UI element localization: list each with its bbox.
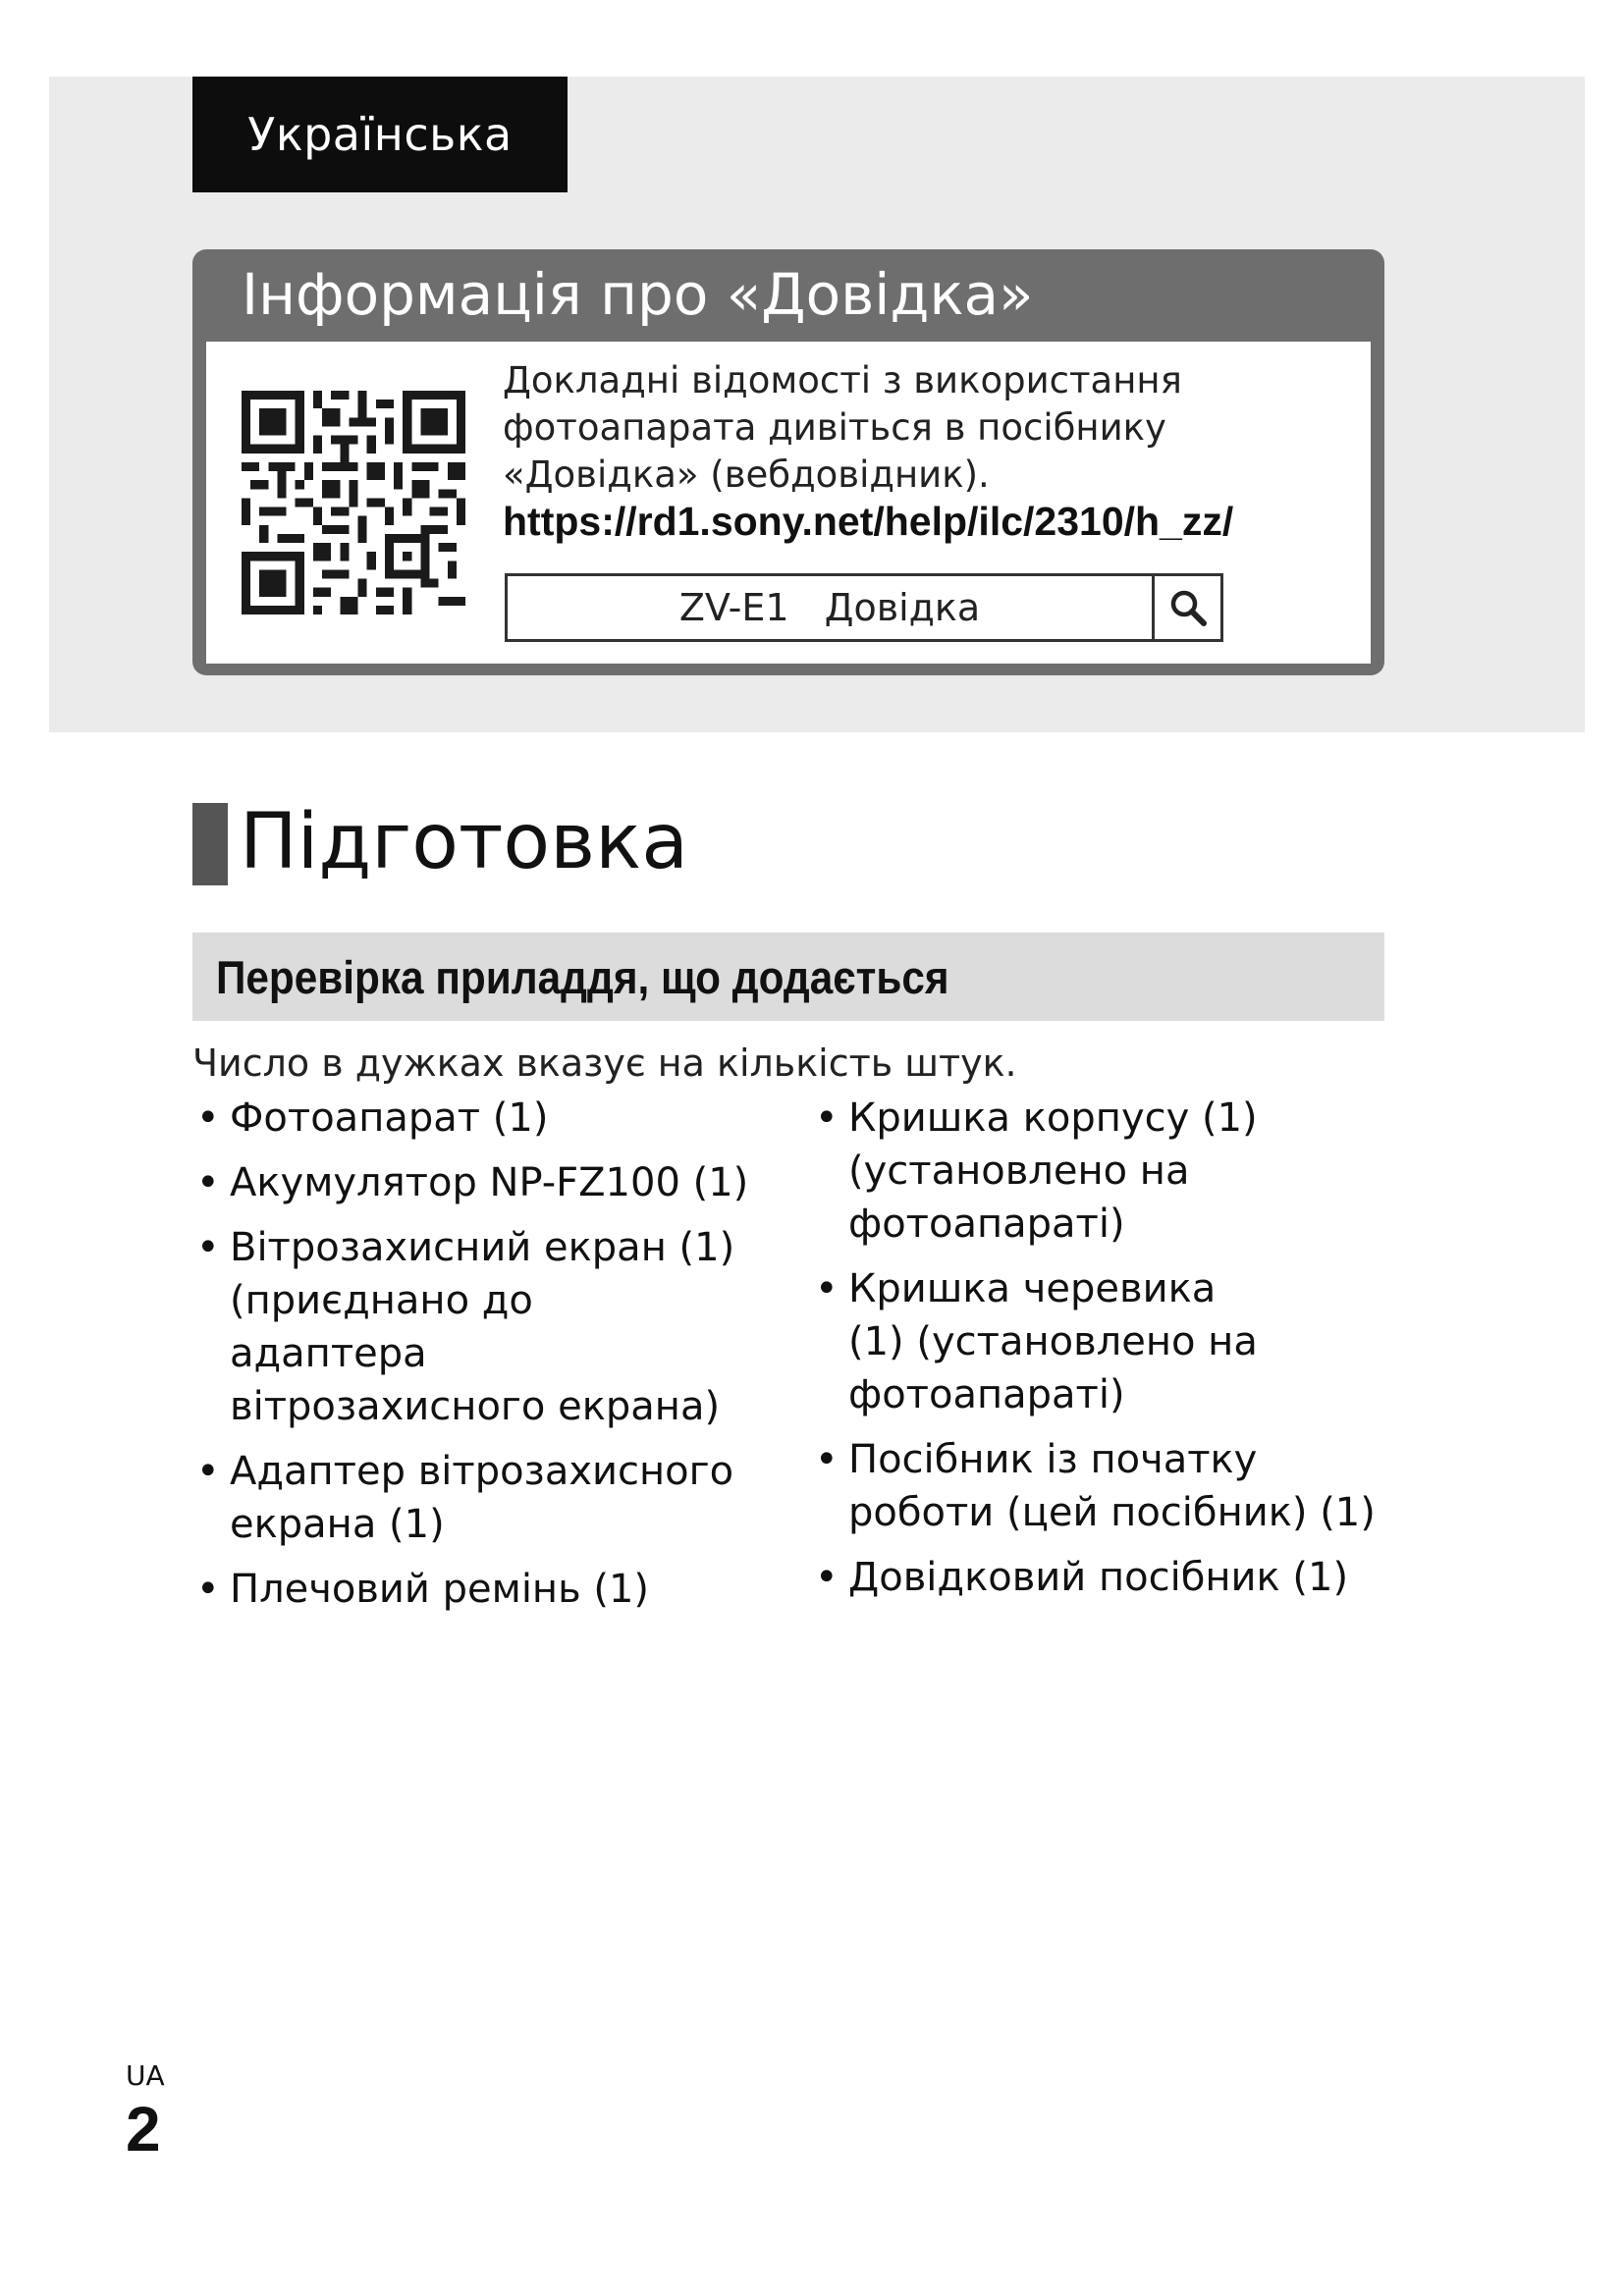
list-item: • Довідковий посібник (1): [811, 1551, 1400, 1604]
language-tab: Українська: [192, 77, 568, 192]
list-item: • Посібник із початку роботи (цей посібник) (1): [811, 1433, 1380, 1539]
page-number: 2: [126, 2094, 161, 2164]
search-field[interactable]: [505, 573, 1223, 642]
help-guide-title: Інформація про «Довідка»: [242, 261, 1034, 328]
section-title: Підготовка: [240, 798, 688, 886]
intro-text: Число в дужках вказує на кількість штук.: [192, 1041, 1017, 1085]
subsection-header: [192, 933, 1384, 1021]
list-item: • Вітрозахисний екран (1) (приєднано до адаптера вітрозахисного екрана): [192, 1221, 742, 1433]
accessory-list-right: [811, 1092, 1400, 1616]
section-marker: [192, 803, 228, 885]
list-item: • Кришка черевика (1) (установлено на фотоапараті): [811, 1262, 1263, 1421]
help-guide-url[interactable]: https://rd1.sony.net/help/ilc/2310/h_zz/: [503, 499, 1234, 544]
help-guide-panel: [192, 249, 1384, 675]
list-item: • Адаптер вітрозахисного екрана (1): [192, 1445, 742, 1551]
help-guide-description: Докладні відомості з використання фотоапарата дивіться в посібнику «Довідка» (вебдовідник).: [503, 359, 1182, 496]
search-text: ZV-E1 Довідка: [678, 586, 981, 629]
list-item: • Акумулятор NP-FZ100 (1): [192, 1156, 782, 1209]
magnifier-icon: [1168, 588, 1208, 627]
accessory-list-left: [192, 1092, 782, 1628]
list-item: • Кришка корпусу (1) (установлено на фотоапараті): [811, 1092, 1263, 1251]
list-item: • Фотоапарат (1): [192, 1092, 782, 1145]
list-item: • Плечовий ремінь (1): [192, 1563, 782, 1616]
help-guide-content: [206, 342, 1371, 664]
qr-code-icon: [242, 391, 465, 614]
page-language-code: UA: [126, 2059, 165, 2092]
subsection-title: Перевірка приладдя, що додається: [216, 950, 949, 1003]
search-button[interactable]: [1152, 576, 1220, 639]
